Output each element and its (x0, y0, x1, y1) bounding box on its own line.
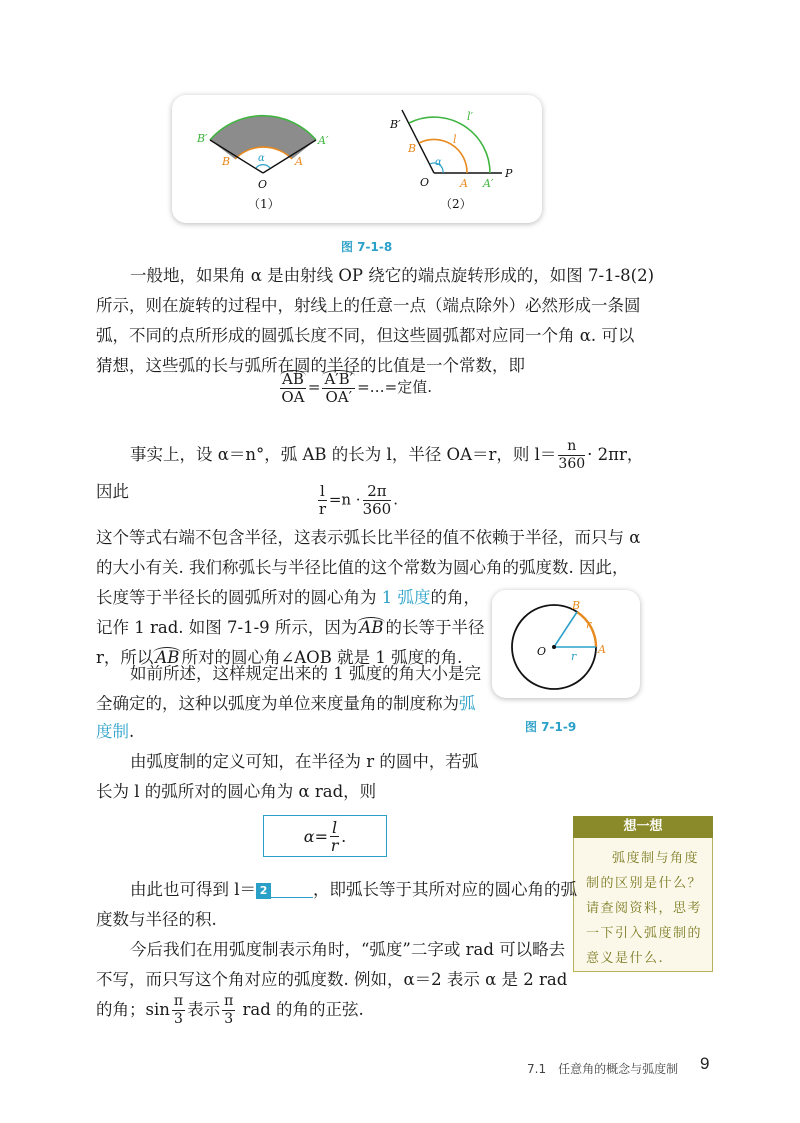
p7-den2: 3 (224, 1011, 234, 1027)
eq2-mid: =n · (328, 490, 361, 509)
figure-7-1-8-caption: 图 7-1-8 (341, 240, 393, 254)
p7-text-b: 表示 (187, 1000, 221, 1019)
p3-line1: 这个等式右端不包含半径，这表示弧长比半径的值不依赖于半径，而只与 α (96, 528, 641, 547)
p3-line3-a: 长度等于半径长的圆弧所对的圆心角为 (96, 588, 377, 607)
p2-line1 (130, 438, 643, 473)
figure-7-1-8-diagram (172, 95, 542, 223)
p4-line3 (96, 718, 134, 742)
eq2-end: . (393, 490, 398, 509)
p3-line4 (96, 614, 484, 638)
p2-text-b: · 2πr， (587, 445, 644, 464)
eq1-den1: OA (281, 388, 305, 406)
p7-line1: 今后我们在用弧度制表示角时，“弧度”二字或 rad 可以略去 (130, 940, 566, 959)
p7-text-c: rad 的角的正弦. (237, 1000, 364, 1019)
p5-line1: 由弧度制的定义可知，在半径为 r 的圆中，若弧 (130, 752, 479, 771)
eq1-den2: OA′ (325, 388, 353, 406)
outer-arc-2 (409, 117, 490, 173)
p4-line1: 如前所述，这样规定出来的 1 弧度的角大小是完 (130, 664, 481, 683)
p7-line3 (96, 993, 364, 1028)
arc-ab-1: AB (359, 618, 384, 637)
eq2-den2: 360 (362, 500, 392, 518)
p7-text-a: 的角；sin (96, 1000, 170, 1019)
alpha-arc (256, 165, 270, 168)
eq1-num2: A′B′ (324, 370, 354, 388)
p6-line1 (130, 876, 577, 900)
eq2-num1: l (320, 482, 325, 500)
p3-line5-a: r，所以 (96, 648, 154, 667)
label-alpha-2: α (435, 157, 442, 168)
p7-den1: 3 (174, 1011, 183, 1027)
term-radian-system-a: 弧 (459, 694, 476, 713)
p2-line2: 因此 (96, 482, 129, 501)
figure-7-1-9-diagram (492, 590, 640, 698)
label-a-prime: A′ (318, 134, 329, 147)
formula-alpha: α= (303, 826, 328, 846)
figure-7-1-9 (492, 590, 640, 698)
sub-label-2: （2） (440, 197, 472, 211)
label-r-arc: r (586, 618, 592, 631)
label-b-prime: B′ (197, 132, 208, 145)
equation-2 (316, 483, 398, 518)
sidebar-body: 弧度制与角度制的区别是什么？请查阅资料，思考一下引入弧度制的意义是什么. (573, 838, 713, 972)
label-b-9: B (572, 599, 581, 612)
p6-line2: 度数与半径的积. (96, 910, 217, 929)
think-sidebar (573, 816, 713, 974)
p2-text-a: 事实上，设 α＝n°，弧 AB 的长为 l，半径 OA＝r，则 l＝ (130, 445, 557, 464)
label-r-radius: r (571, 650, 577, 663)
label-o: O (258, 178, 268, 191)
p7-line2: 不写，而只写这个角对应的弧度数. 例如，α＝2 表示 α 是 2 rad (96, 970, 568, 989)
label-l: l (453, 133, 457, 146)
p7-num1: π (173, 993, 184, 1009)
label-p: P (505, 167, 513, 180)
equation-1 (278, 370, 432, 406)
label-a: A (295, 155, 303, 168)
p4-line3-b: . (129, 722, 135, 741)
radius-ob (554, 612, 577, 647)
term-1-radian: 1 弧度 (376, 588, 431, 607)
p7-num2: π (224, 993, 234, 1009)
footer-section: 7.1 任意角的概念与弧度制 (527, 1062, 679, 1076)
p3-line2: 的大小有关. 我们称弧长与半径比值的这个常数为圆心角的弧度数. 因此， (96, 558, 629, 577)
term-radian-system-b: 度制 (96, 722, 129, 741)
p3-line4-a: 记作 1 rad. 如图 7-1-9 所示，因为 (96, 618, 358, 637)
formula-num: l (332, 817, 338, 837)
p4-line2-a: 全确定的，这种以弧度为单位来度量角的制度称为 (96, 694, 459, 713)
p5-line2: 长为 l 的弧所对的圆心角为 α rad，则 (96, 782, 377, 801)
label-o-9: O (537, 645, 547, 658)
figure-7-1-9-caption: 图 7-1-9 (525, 720, 577, 734)
p2-den: 360 (558, 456, 586, 472)
formula-end: . (341, 826, 347, 846)
eq2-den1: r (318, 500, 326, 518)
figure-7-1-8 (172, 95, 542, 223)
p1-line2: 所示，则在旋转的过程中，射线上的任意一点（端点除外）必然形成一条圆 (96, 296, 641, 315)
blank-number: 2 (256, 883, 271, 899)
label-b-prime-2: B′ (390, 118, 401, 131)
label-a-prime-2: A′ (483, 177, 494, 190)
label-alpha: α (258, 153, 265, 164)
label-b: B (222, 155, 231, 168)
p1-line3: 弧，不同的点所形成的圆弧长度不同，但这些圆弧都对应同一个角 α. 可以 (96, 326, 635, 345)
eq1-tail: =…=定值. (357, 378, 433, 396)
arc-ab-2: AB (155, 648, 180, 667)
formula-den: r (330, 835, 339, 855)
label-a-2: A (460, 177, 468, 190)
label-b-2: B (408, 142, 417, 155)
label-l-prime: l′ (467, 110, 474, 123)
formula-box (263, 815, 387, 857)
p3-line3 (96, 584, 480, 608)
p6-text-a: 由此也可得到 l＝ (130, 880, 257, 899)
center-point (552, 645, 556, 649)
fill-blank[interactable] (271, 883, 313, 898)
p3-line4-b: 的长等于半径 (385, 618, 485, 637)
sub-label-1: （1） (248, 197, 280, 211)
label-a-9: A (598, 643, 606, 656)
p1-line1: 一般地，如果角 α 是由射线 OP 绕它的端点旋转形成的，如图 7-1-8(2) (130, 266, 655, 285)
p4-line2 (96, 690, 476, 714)
p2-num: n (558, 438, 585, 456)
p6-text-b: ，即弧长等于其所对应的圆心角的弧 (313, 880, 578, 899)
p1-line4: 猜想，这些弧的长与弧所在圆的半径的比值是一个常数，即 (96, 356, 525, 375)
eq1-equals: = (307, 378, 321, 396)
eq1-num1: AB (282, 370, 304, 388)
page-number: 9 (700, 1054, 710, 1073)
p3-line5-b: 所对的圆心角∠AOB 就是 1 弧度的角. (181, 648, 463, 667)
eq2-num2: 2π (363, 483, 392, 501)
sidebar-title: 想一想 (573, 816, 713, 838)
p3-line3-b: 的角， (430, 588, 480, 607)
label-o-2: O (420, 176, 430, 189)
